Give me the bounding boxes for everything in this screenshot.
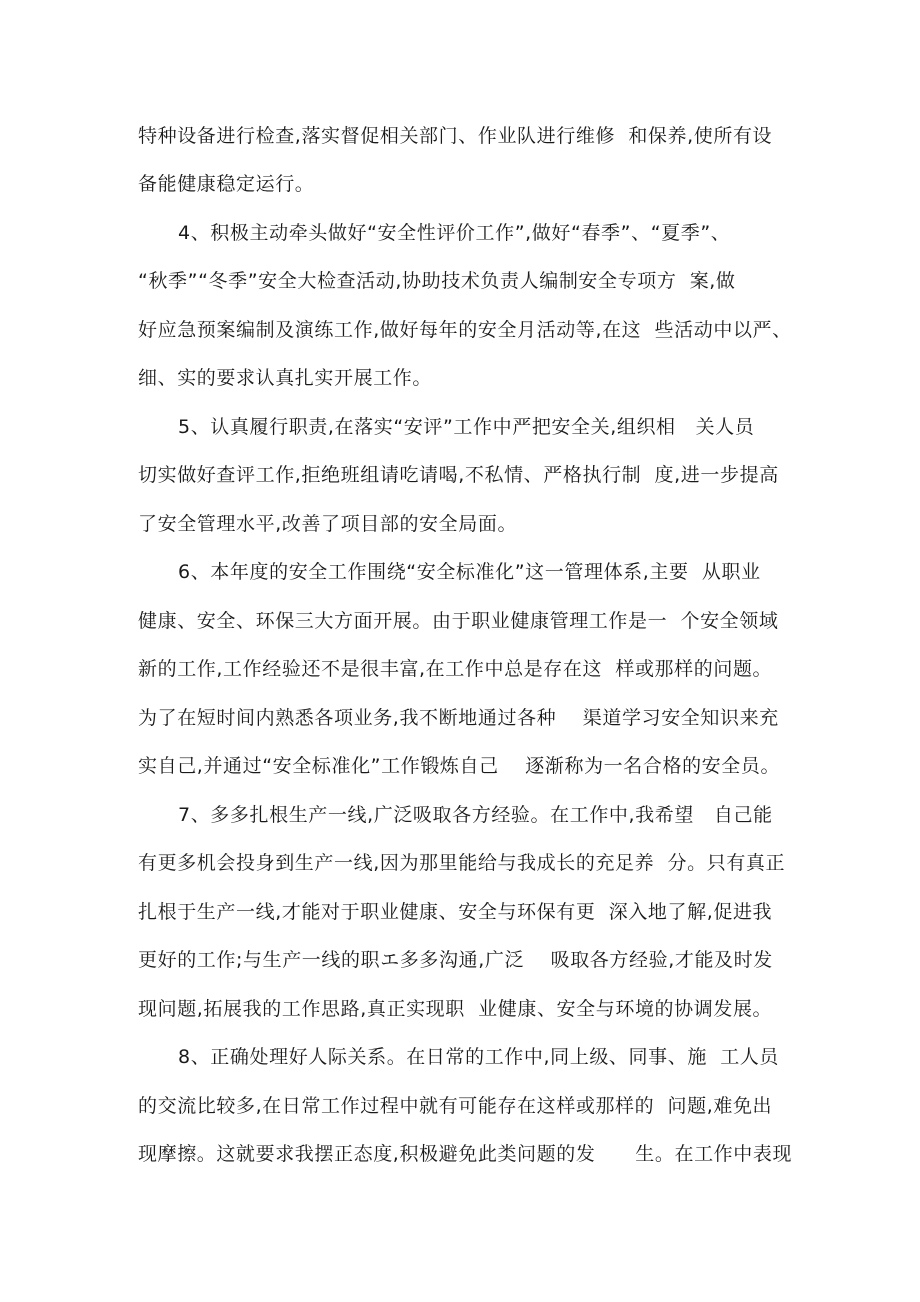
- text-line: 现摩擦。这就要求我摆正态度,积极避免此类问题的发 生。在工作中表现: [138, 1143, 793, 1165]
- text-line: 更好的工作;与生产一线的职エ多多沟通,广泛 吸取各方经验,才能及时发: [138, 949, 773, 971]
- paragraph-start-line: 5、认真履行职责,在落实“安评”工作中严把安全关,组织相 关人员: [178, 416, 755, 438]
- text-line: 新的工作,工作经验还不是很丰富,在工作中总是存在这 样或那样的问题。: [138, 658, 773, 680]
- text-line: 健康、安全、环保三大方面开展。由于职业健康管理工作是一 个安全领域: [138, 610, 779, 632]
- paragraph-start-line: 6、本年度的安全工作围绕“安全标准化”这一管理体系,主要 从职业: [178, 561, 761, 583]
- text-line: 了安全管理水平,改善了项目部的安全局面。: [138, 513, 518, 535]
- text-line: 的交流比较多,在日常工作过程中就有可能存在这样或那样的 问题,难免出: [138, 1095, 773, 1117]
- text-line: 为了在短时间内熟悉各项业务,我不断地通过各种 渠道学习安全知识来充: [138, 707, 779, 729]
- text-line: 好应急预案编制及演练工作,做好每年的安全月活动等,在这 些活动中以严、: [138, 319, 792, 341]
- paragraph-start-line: 7、多多扎根生产一线,广泛吸取各方经验。在工作中,我希望 自己能: [178, 804, 773, 826]
- text-line: “秋季”“冬季”安全大检查活动,协助技术负责人编制安全专项方 案,做: [138, 270, 736, 292]
- text-line: 实自己,并通过“安全标准化”工作锻炼自己 逐渐称为一名合格的安全员。: [138, 755, 781, 777]
- text-line: 细、实的要求认真扎实开展工作。: [138, 367, 433, 389]
- text-line: 扎根于生产一线,才能对于职业健康、安全与环保有更 深入地了解,促进我: [138, 901, 773, 923]
- paragraph-start-line: 4、积极主动牵头做好“安全性评价工作”,做好“春季”、“夏季”、: [178, 222, 731, 244]
- text-line: 有更多机会投身到生产一线,因为那里能给与我成长的充足养 分。只有真正: [138, 852, 786, 874]
- text-line: 现问题,拓展我的工作思路,真正实现职 业健康、安全与环境的协调发展。: [138, 998, 773, 1020]
- paragraph-start-line: 8、正确处理好人际关系。在日常的工作中,同上级、同事、施 工人员: [178, 1046, 780, 1068]
- text-line: 切实做好查评工作,拒绝班组请吃请喝,不私情、严格执行制 度,进一步提高: [138, 464, 779, 486]
- text-line: 特种设备进行检查,落实督促相关部门、作业队进行维修 和保养,使所有设: [138, 125, 773, 147]
- text-line: 备能健康稳定运行。: [138, 173, 315, 195]
